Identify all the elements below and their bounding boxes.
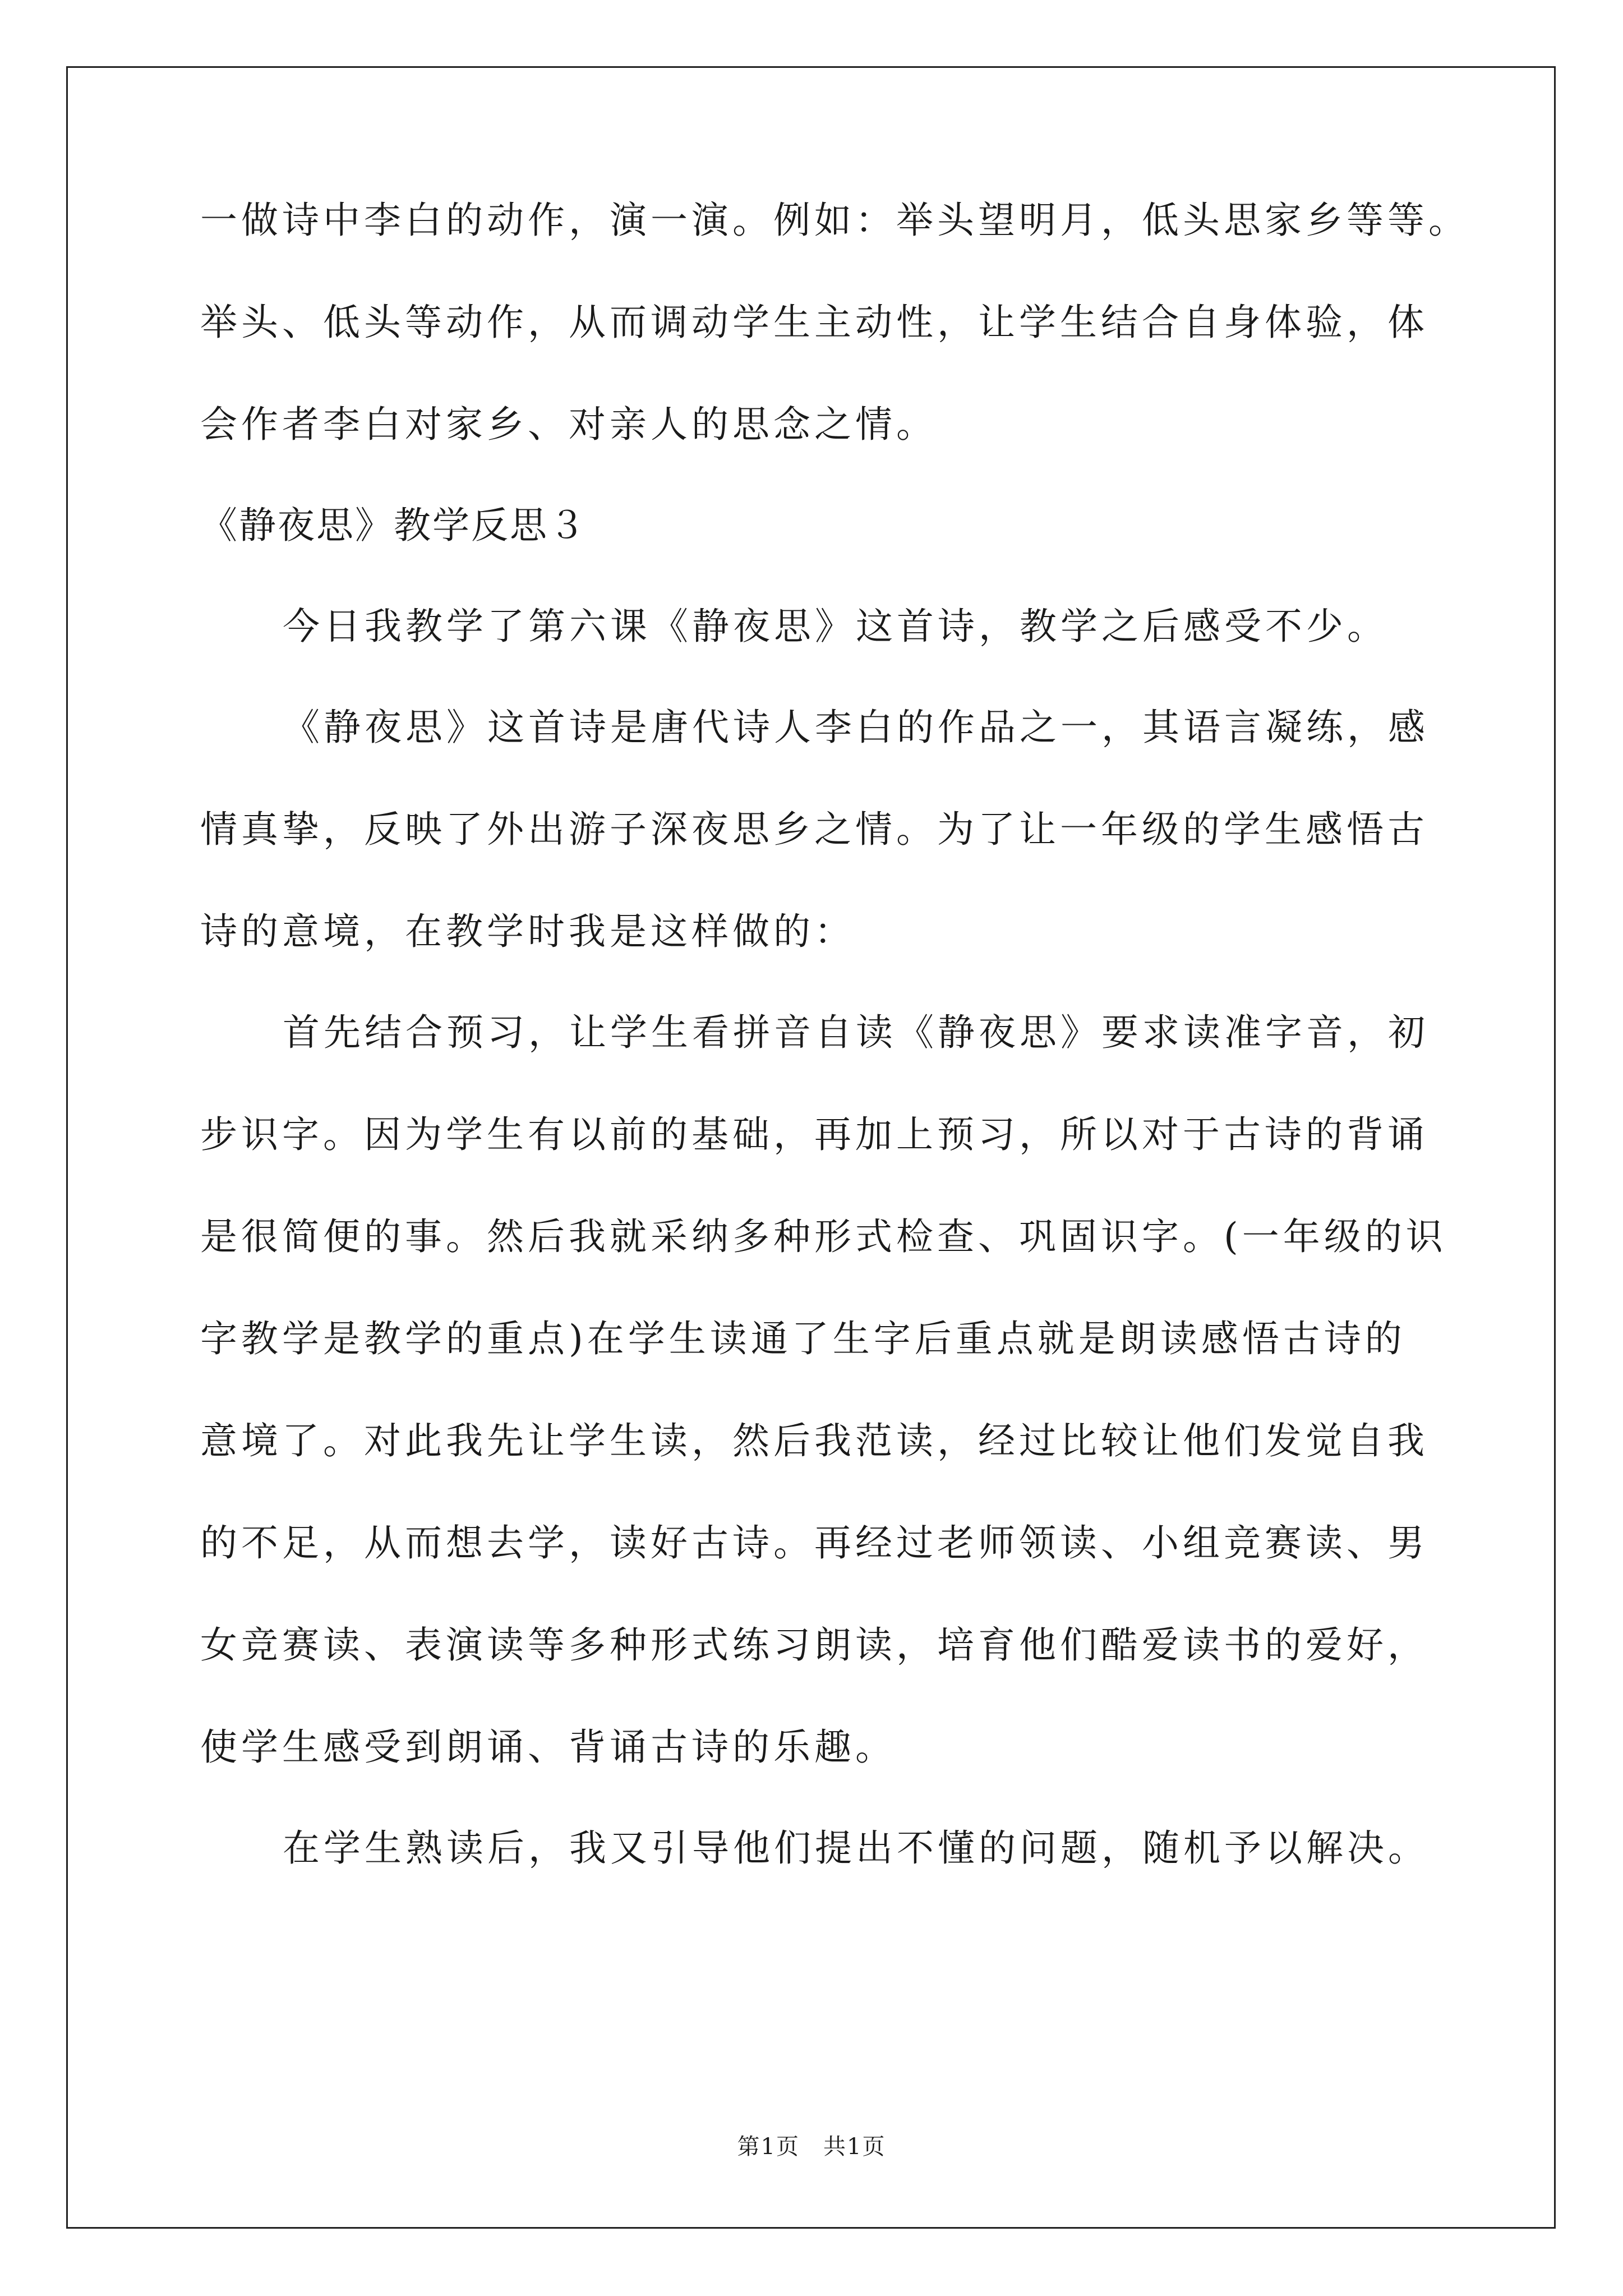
paragraph-first-line: 首先结合预习，让学生看拼音自读《静夜思》要求读准字音，初 (283, 1011, 1429, 1054)
text-line: 情真挚，反映了外出游子深夜思乡之情。为了让一年级的学生感悟古 (200, 808, 1428, 851)
section-heading: 《静夜思》教学反思３ (200, 504, 587, 547)
text-line: 女竞赛读、表演读等多种形式练习朗读，培育他们酷爱读书的爱好， (200, 1623, 1428, 1667)
text-line: 一做诗中李白的动作，演一演。例如：举头望明月，低头思家乡等等。 (200, 199, 1469, 242)
text-line: 举头、低头等动作，从而调动学生主动性，让学生结合自身体验，体 (200, 301, 1428, 344)
document-body (200, 199, 1469, 1870)
paragraph-first-line: 《静夜思》这首诗是唐代诗人李白的作品之一，其语言凝练，感 (283, 706, 1429, 749)
text-line: 的不足，从而想去学，读好古诗。再经过老师领读、小组竞赛读、男 (200, 1521, 1428, 1565)
paragraph-first-line: 今日我教学了第六课《静夜思》这首诗，教学之后感受不少。 (283, 605, 1388, 648)
paragraph-first-line: 在学生熟读后，我又引导他们提出不懂的问题，随机予以解决。 (283, 1826, 1429, 1870)
text-line: 步识字。因为学生有以前的基础，再加上预习，所以对于古诗的背诵 (200, 1113, 1428, 1156)
text-line: 诗的意境，在教学时我是这样做的： (200, 910, 855, 953)
text-line: 是很简便的事。然后我就采纳多种形式检查、巩固识字。(一年级的识 (200, 1215, 1447, 1258)
text-line: 会作者李白对家乡、对亲人的思念之情。 (200, 403, 937, 446)
text-line: 字教学是教学的重点)在学生读通了生字后重点就是朗读感悟古诗的 (200, 1317, 1406, 1360)
text-line: 意境了。对此我先让学生读，然后我范读，经过比较让他们发觉自我 (200, 1419, 1428, 1462)
page-number-footer: 第1页 共1页 (737, 2134, 886, 2160)
text-line: 使学生感受到朗诵、背诵古诗的乐趣。 (200, 1726, 896, 1769)
